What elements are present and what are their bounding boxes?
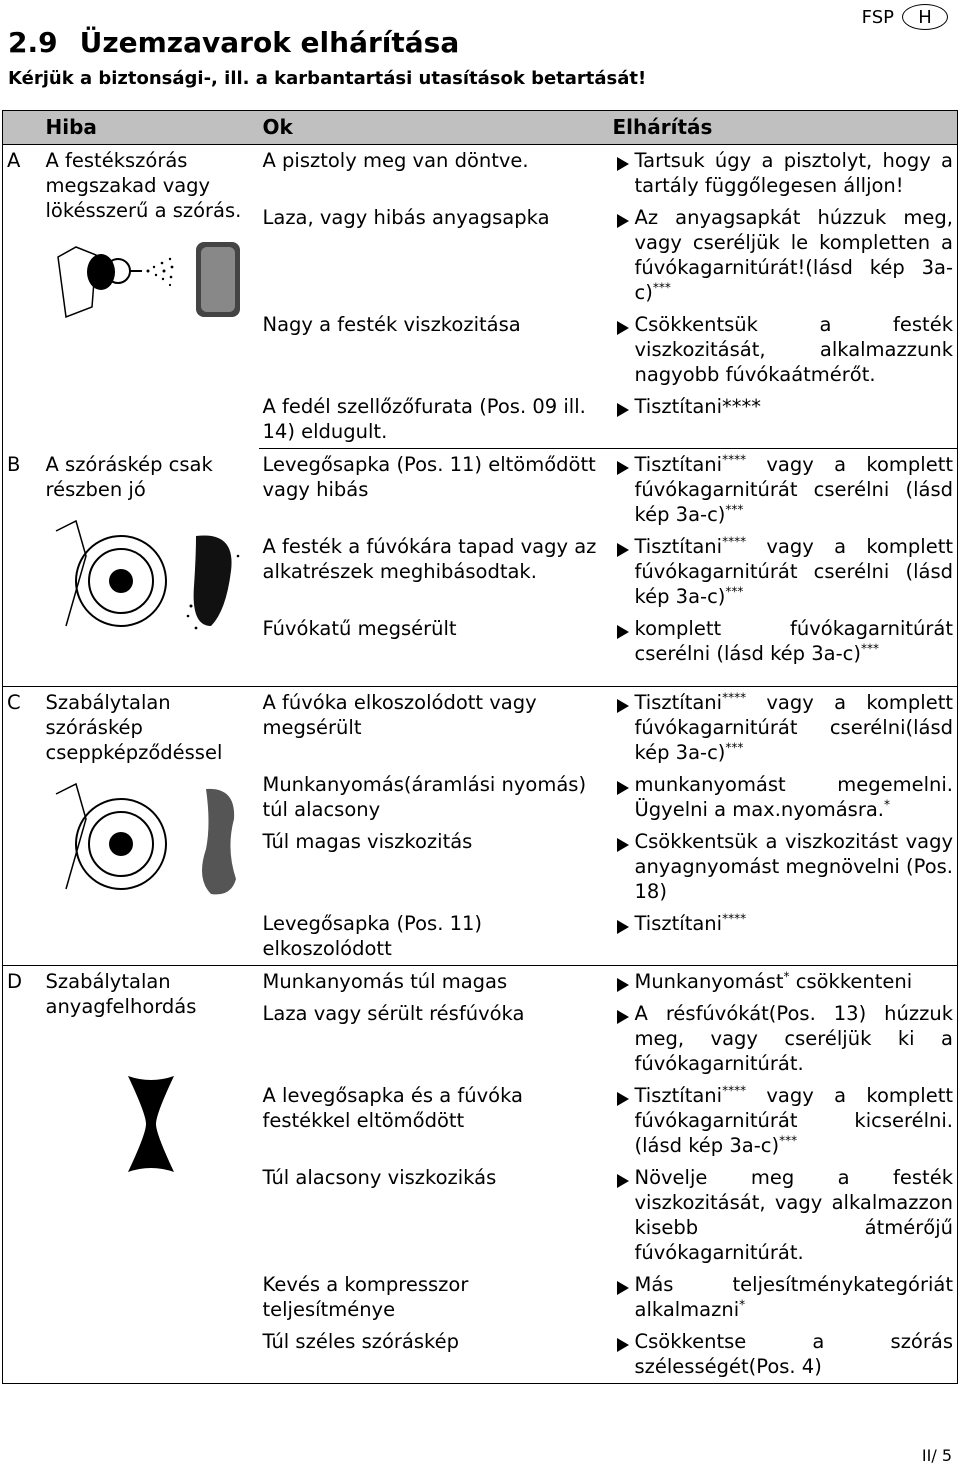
solution-text: Tisztítani**** vagy a komplett fúvókagarnitúrát cserélni (lásd kép 3a-c)*** [613, 534, 954, 609]
solution-text: munkanyomást megemelni. Ügyelni a max.nyomásra.* [613, 772, 954, 822]
solution-text: Más teljesítménykategóriát alkalmazni* [613, 1272, 954, 1322]
cause-cell: A festék a fúvókára tapad vagy az alkatrészek meghibásodtak. [262, 535, 597, 583]
cause-cell: Túl széles szóráskép [259, 1326, 609, 1384]
problem-text: Szabálytalan szóráskép cseppképződéssel [45, 691, 223, 764]
header-hiba: Hiba [42, 111, 259, 145]
solution-text: Tisztítani**** [613, 394, 954, 419]
solution-text: Munkanyomást* csökkenteni [613, 969, 954, 994]
logo-letter: H [902, 4, 948, 30]
solution-text: Növelje meg a festék viszkozitását, vagy alkalmazzon kisebb átmérőjű fúvókagarnitúrát. [613, 1165, 954, 1265]
solution-text: Csökkentse a szórás szélességét(Pos. 4) [613, 1329, 954, 1379]
spray-gun-icon [46, 237, 246, 337]
problem-cell [42, 687, 259, 966]
table-row [3, 966, 958, 999]
solution-cell [609, 531, 958, 613]
spray-pattern-droplets-icon [46, 779, 246, 899]
solution-cell [609, 908, 958, 966]
solution-cell [609, 449, 958, 532]
solution-text: A résfúvókát(Pos. 13) húzzuk meg, vagy cseréljük ki a fúvókagarnitúrát. [613, 1001, 954, 1076]
cause-cell: Munkanyomás(áramlási nyomás) túl alacsony [262, 773, 587, 821]
solution-cell [609, 145, 958, 203]
logo-text: FSP [861, 6, 894, 28]
cause-cell: A pisztoly meg van döntve. [262, 149, 529, 172]
solution-text: Tartsuk úgy a pisztolyt, hogy a tartály függőlegesen álljon! [613, 148, 954, 198]
page-subtitle: Kérjük a biztonsági-, ill. a karbantartási utasítások betartását! [8, 68, 647, 89]
solution-cell [609, 687, 958, 770]
solution-cell [609, 966, 958, 999]
group-letter: A [3, 145, 42, 449]
group-letter: C [3, 687, 42, 966]
spray-pattern-partial-icon [46, 516, 246, 636]
group-letter: B [3, 449, 42, 687]
solution-cell [609, 1269, 958, 1326]
header-ok: Ok [259, 111, 609, 145]
cause-cell: Laza vagy sérült résfúvóka [262, 1002, 525, 1025]
brand-logo [862, 4, 948, 30]
header-letter-cell [3, 111, 42, 145]
problem-text: A festékszórás megszakad vagy lökésszerű a szórás. [45, 149, 242, 222]
section-title: Üzemzavarok elhárítása [79, 26, 460, 59]
problem-cell [42, 966, 259, 1384]
solution-text: Tisztítani**** vagy a komplett fúvókagarnitúrát cserélni(lásd kép 3a-c)*** [613, 690, 954, 765]
cause-cell: A fúvóka elkoszolódott vagy megsérült [259, 687, 609, 770]
page-number: II/ 5 [921, 1446, 952, 1465]
solution-cell [609, 391, 958, 449]
table-row [3, 687, 958, 770]
solution-text: Tisztítani**** vagy a komplett fúvókagarnitúrát kicserélni. (lásd kép 3a-c)*** [613, 1083, 954, 1158]
cause-cell: Túl magas viszkozitás [262, 830, 473, 853]
cause-cell: Fúvókatű megsérült [262, 617, 457, 640]
solution-text: Csökkentsük a viszkozitást vagy anyagnyomást megnövelni (Pos. 18) [613, 829, 954, 904]
solution-cell [609, 769, 958, 826]
cause-cell: A fedél szellőzőfurata (Pos. 09 ill. 14) eldugult. [262, 395, 586, 443]
problem-text: A szóráskép csak részben jó [45, 452, 213, 501]
solution-cell [609, 309, 958, 391]
solution-text: Tisztítani**** [613, 911, 954, 936]
troubleshooting-table [2, 110, 958, 1384]
cause-cell: Laza, vagy hibás anyagsapka [262, 206, 550, 229]
solution-text: Csökkentsük a festék viszkozitását, alkalmazzunk nagyobb fúvókaátmérőt. [613, 312, 954, 387]
cause-cell: A levegősapka és a fúvóka festékkel eltömődött [262, 1084, 523, 1132]
solution-cell [609, 202, 958, 309]
header-elharitas: Elhárítás [609, 111, 958, 145]
cause-cell: Levegősapka (Pos. 11) elkoszolódott [262, 912, 483, 960]
table-row [3, 449, 958, 532]
problem-cell [42, 145, 259, 449]
solution-text: Tisztítani**** vagy a komplett fúvókagarnitúrát cserélni (lásd kép 3a-c)*** [613, 452, 954, 527]
cause-cell: Túl alacsony viszkozikás [262, 1166, 497, 1189]
table-header-row [3, 111, 958, 145]
spray-pattern-hourglass-icon [126, 1074, 176, 1174]
cause-cell: Levegősapka (Pos. 11) eltömődött vagy hibás [259, 449, 609, 532]
solution-cell [609, 826, 958, 908]
solution-text: komplett fúvókagarnitúrát cserélni (lásd kép 3a-c)*** [613, 616, 954, 666]
solution-cell [609, 998, 958, 1080]
table-row [3, 145, 958, 203]
cause-cell: Munkanyomás túl magas [259, 966, 609, 999]
section-number: 2.9 [8, 26, 58, 59]
solution-cell [609, 613, 958, 687]
solution-cell [609, 1162, 958, 1269]
solution-cell [609, 1326, 958, 1384]
cause-cell: Kevés a kompresszor teljesítménye [262, 1273, 469, 1321]
solution-text: Az anyagsapkát húzzuk meg, vagy cseréljük le kompletten a fúvókagarnitúrát!(lásd kép 3a-c)*** [613, 205, 954, 305]
cause-cell: Nagy a festék viszkozitása [262, 313, 521, 336]
group-letter: D [3, 966, 42, 1384]
problem-cell [42, 449, 259, 687]
page-title [8, 26, 459, 59]
problem-text: Szabálytalan anyagfelhordás [45, 970, 197, 1018]
solution-cell [609, 1080, 958, 1162]
